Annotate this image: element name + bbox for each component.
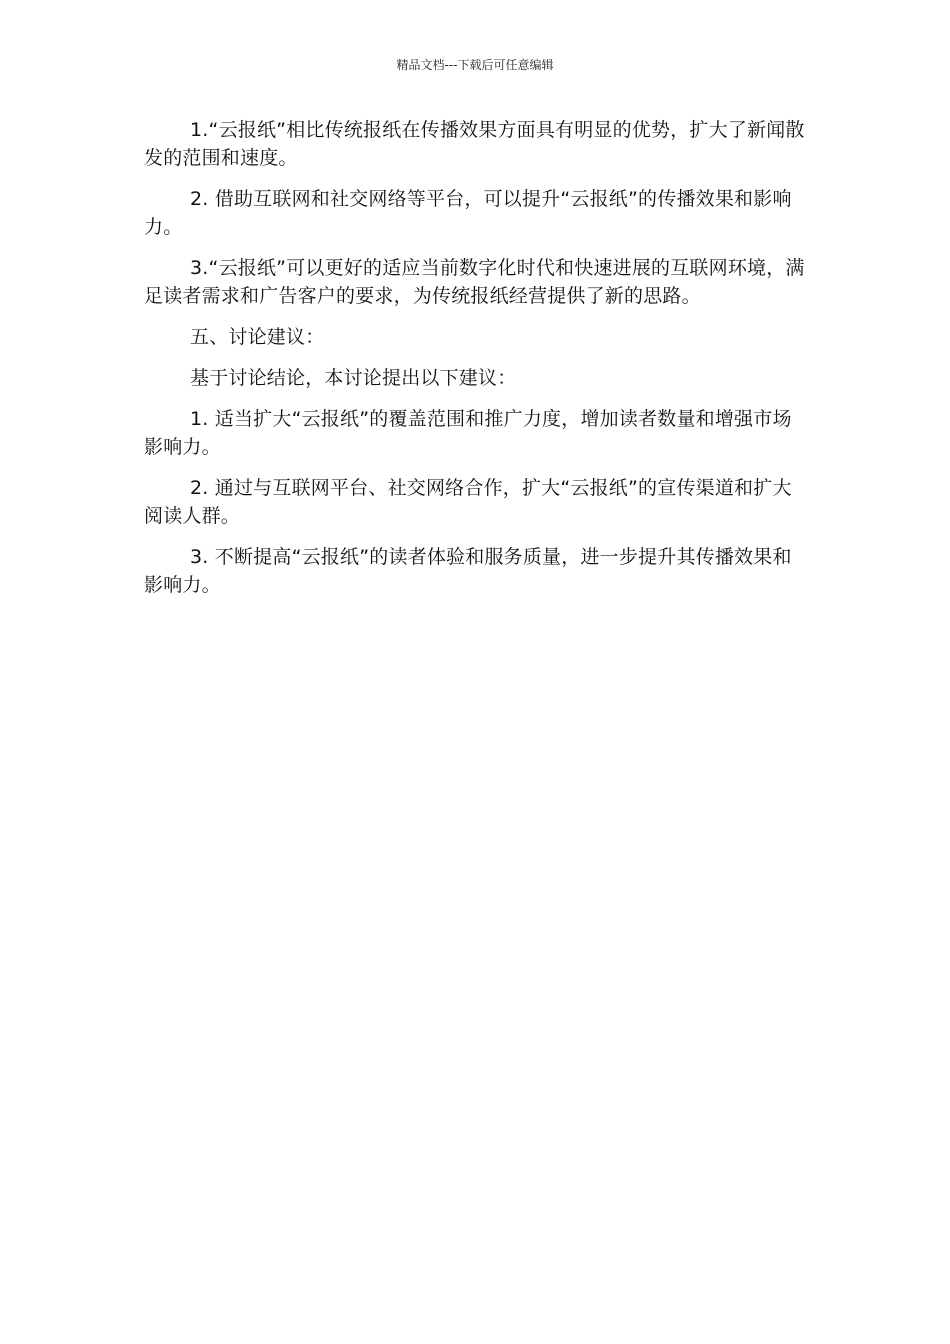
- suggestion-item-1: 1. 适当扩大“云报纸”的覆盖范围和推广力度，增加读者数量和增强市场影响力。: [144, 408, 792, 458]
- conclusion-item-1: 1.“云报纸”相比传统报纸在传播效果方面具有明显的优势，扩大了新闻散发的范围和速度。: [144, 119, 805, 169]
- section-heading-suggestions: 五、讨论建议：: [190, 326, 325, 348]
- conclusion-item-2: 2. 借助互联网和社交网络等平台，可以提升“云报纸”的传播效果和影响力。: [144, 188, 792, 238]
- suggestion-item-3: 3. 不断提高“云报纸”的读者体验和服务质量，进一步提升其传播效果和影响力。: [144, 546, 792, 596]
- suggestion-item-2: 2. 通过与互联网平台、社交网络合作，扩大“云报纸”的宣传渠道和扩大阅读人群。: [144, 477, 792, 527]
- suggestions-intro: 基于讨论结论，本讨论提出以下建议：: [190, 367, 517, 389]
- page-header: 精品文档---下载后可任意编辑: [396, 58, 554, 72]
- conclusion-item-3: 3.“云报纸”可以更好的适应当前数字化时代和快速进展的互联网环境，满足读者需求和广告客户的要求，为传统报纸经营提供了新的思路。: [144, 257, 805, 307]
- document-body: [144, 116, 808, 612]
